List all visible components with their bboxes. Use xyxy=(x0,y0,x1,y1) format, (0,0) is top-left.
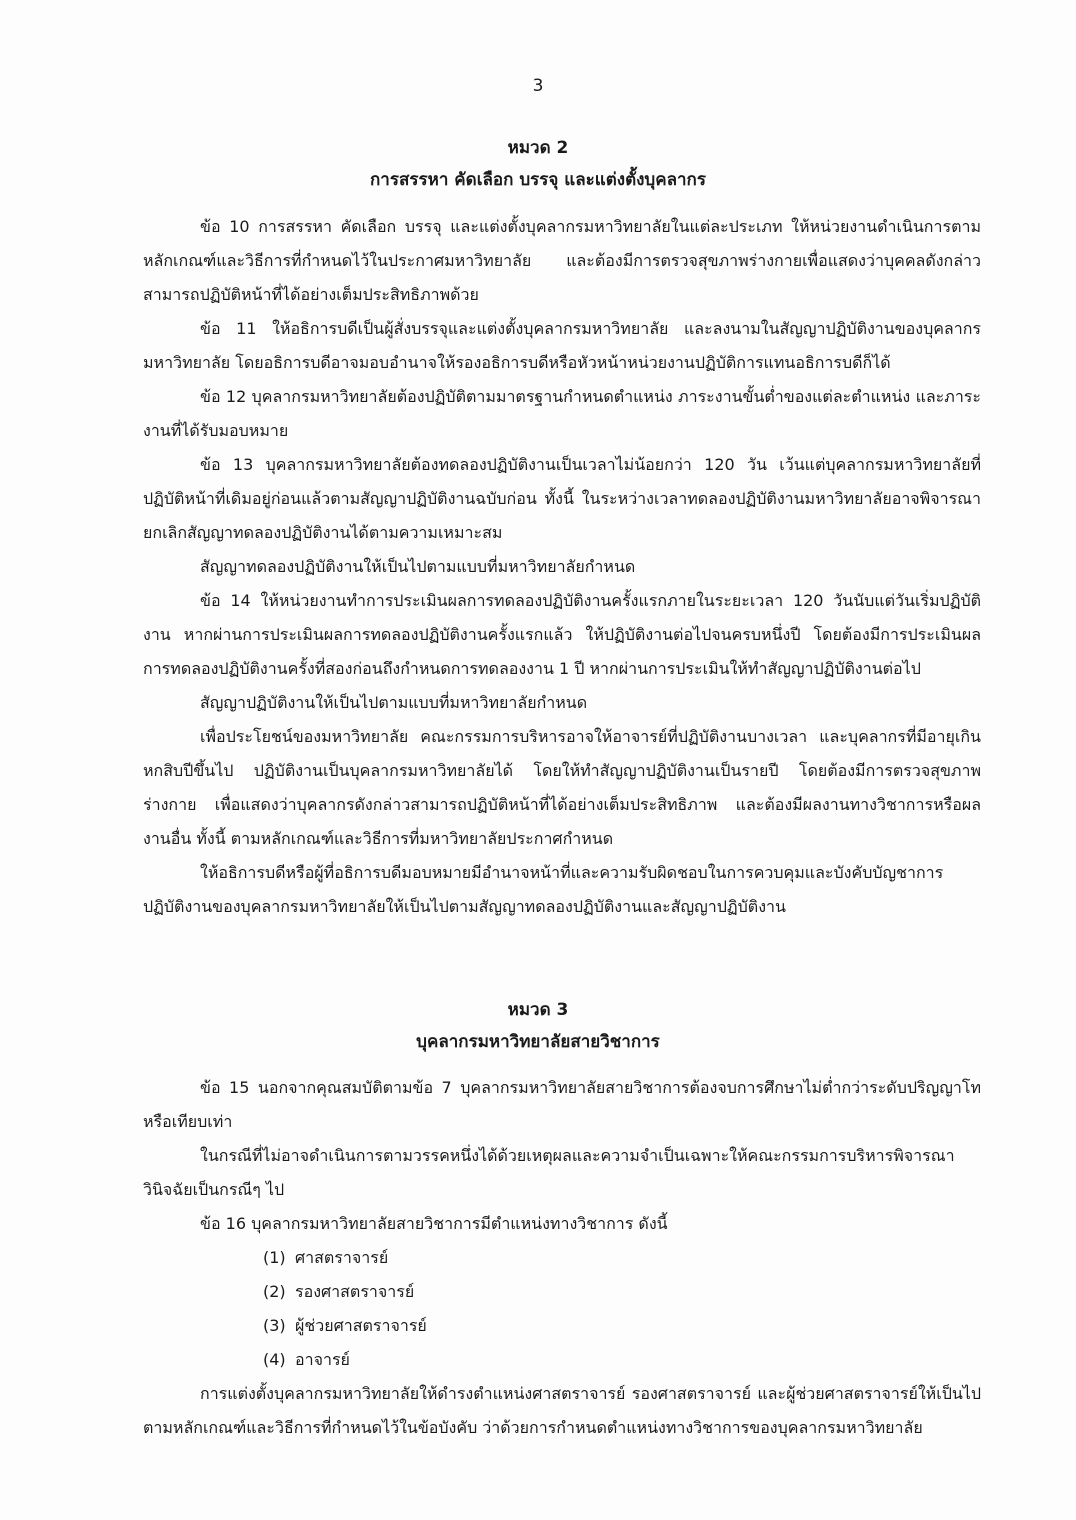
list-number: (2) xyxy=(263,1282,286,1301)
chapter-2-subtitle: การสรรหา คัดเลือก บรรจุ และแต่งตั้งบุคลากร xyxy=(370,170,706,190)
page-number: 3 xyxy=(532,76,544,96)
paragraph-article-16: ข้อ 16 บุคลากรมหาวิทยาลัยสายวิชาการมีตำแหน่งทางวิชาการ ดังนี้ xyxy=(200,1214,668,1233)
list-text: ผู้ช่วยศาสตราจารย์ xyxy=(295,1316,427,1335)
list-text: รองศาสตราจารย์ xyxy=(295,1282,415,1301)
paragraph-article-14: ข้อ 14 ให้หน่วยงานทำการประเมินผลการทดลองปฏิบัติงานครั้งแรกภายในระยะเวลา 120 วันนับแต่วันเริ่มปฏิบัติงาน หากผ่านการประเมินผลการทดลองปฏิบัติงานครั้งแรกแล้ว ให้ปฏิบัติงานต่อไปจนครบหนึ่งปี โดยต้องมีการประเมินผลการทดลองปฏิบัติงานครั้งที่สองก่อนถึงกำหนดการทดลองงาน 1 ปี หากผ่านการประเมินให้ทำสัญญาปฏิบัติงานต่อไป xyxy=(143,591,981,678)
paragraph-article-11: ข้อ 11 ให้อธิการบดีเป็นผู้สั่งบรรจุและแต่งตั้งบุคลากรมหาวิทยาลัย และลงนามในสัญญาปฏิบัติงานของบุคลากรมหาวิทยาลัย โดยอธิการบดีอาจมอบอำนาจให้รองอธิการบดีหรือหัวหน้าหน่วยงานปฏิบัติการแทนอธิการบดีก็ได้ xyxy=(143,319,981,372)
paragraph-appointment: การแต่งตั้งบุคลากรมหาวิทยาลัยให้ดำรงตำแหน่งศาสตราจารย์ รองศาสตราจารย์ และผู้ช่วยศาสตราจารย์ให้เป็นไปตามหลักเกณฑ์และวิธีการที่กำหนดไว้ในข้อบังคับ ว่าด้วยการกำหนดตำแหน่งทางวิชาการของบุคลากรมหาวิทยาลัย xyxy=(143,1384,981,1437)
paragraph-article-10: ข้อ 10 การสรรหา คัดเลือก บรรจุ และแต่งตั้งบุคลากรมหาวิทยาลัยในแต่ละประเภท ให้หน่วยงานดำเนินการตามหลักเกณฑ์และวิธีการที่กำหนดไว้ในประกาศมหาวิทยาลัย และต้องมีการตรวจสุขภาพร่างกายเพื่อแสดงว่าบุคคลดังกล่าวสามารถปฏิบัติหน้าที่ได้อย่างเต็มประสิทธิภาพด้วย xyxy=(143,217,981,304)
paragraph-probation-contract: สัญญาทดลองปฏิบัติงานให้เป็นไปตามแบบที่มหาวิทยาลัยกำหนด xyxy=(200,557,636,576)
list-number: (4) xyxy=(263,1350,286,1369)
list-item-professor xyxy=(143,1241,981,1275)
list-text: อาจารย์ xyxy=(295,1350,350,1369)
list-item-associate-professor xyxy=(143,1275,981,1309)
paragraph-special-case: ในกรณีที่ไม่อาจดำเนินการตามวรรคหนึ่งได้ด้วยเหตุผลและความจำเป็นเฉพาะให้คณะกรรมการบริหารพิจารณาวินิจฉัยเป็นกรณีๆ ไป xyxy=(143,1146,955,1199)
chapter-3-body xyxy=(143,1071,981,1445)
paragraph-part-time-staff: เพื่อประโยชน์ของมหาวิทยาลัย คณะกรรมการบริหารอาจให้อาจารย์ที่ปฏิบัติงานบางเวลา และบุคลากรที่มีอายุเกินหกสิบปีขึ้นไป ปฏิบัติงานเป็นบุคลากรมหาวิทยาลัยได้ โดยให้ทำสัญญาปฏิบัติงานเป็นรายปี โดยต้องมีการตรวจสุขภาพร่างกาย เพื่อแสดงว่าบุคลากรดังกล่าวสามารถปฏิบัติหน้าที่ได้อย่างเต็มประสิทธิภาพ และต้องมีผลงานทางวิชาการหรือผลงานอื่น ทั้งนี้ ตามหลักเกณฑ์และวิธีการที่มหาวิทยาลัยประกาศกำหนด xyxy=(143,727,981,848)
chapter-2-body xyxy=(143,210,981,924)
paragraph-supervision: ให้อธิการบดีหรือผู้ที่อธิการบดีมอบหมายมีอำนาจหน้าที่และความรับผิดชอบในการควบคุมและบังคับบัญชาการปฏิบัติงานของบุคลากรมหาวิทยาลัยให้เป็นไปตามสัญญาทดลองปฏิบัติงานและสัญญาปฏิบัติงาน xyxy=(143,863,944,916)
chapter-3-title: หมวด 3 xyxy=(507,1000,569,1020)
list-item-lecturer xyxy=(143,1343,981,1377)
paragraph-article-15: ข้อ 15 นอกจากคุณสมบัติตามข้อ 7 บุคลากรมหาวิทยาลัยสายวิชาการต้องจบการศึกษาไม่ต่ำกว่าระดับปริญญาโทหรือเทียบเท่า xyxy=(143,1078,981,1131)
list-item-assistant-professor xyxy=(143,1309,981,1343)
paragraph-article-13: ข้อ 13 บุคลากรมหาวิทยาลัยต้องทดลองปฏิบัติงานเป็นเวลาไม่น้อยกว่า 120 วัน เว้นแต่บุคลากรมหาวิทยาลัยที่ปฏิบัติหน้าที่เดิมอยู่ก่อนแล้วตามสัญญาปฏิบัติงานฉบับก่อน ทั้งนี้ ในระหว่างเวลาทดลองปฏิบัติงานมหาวิทยาลัยอาจพิจารณายกเลิกสัญญาทดลองปฏิบัติงานได้ตามความเหมาะสม xyxy=(143,455,981,542)
list-number: (3) xyxy=(263,1316,286,1335)
list-text: ศาสตราจารย์ xyxy=(295,1248,389,1267)
paragraph-work-contract: สัญญาปฏิบัติงานให้เป็นไปตามแบบที่มหาวิทยาลัยกำหนด xyxy=(200,693,588,712)
list-number: (1) xyxy=(263,1248,286,1267)
chapter-2-title: หมวด 2 xyxy=(507,138,569,158)
chapter-3-subtitle: บุคลากรมหาวิทยาลัยสายวิชาการ xyxy=(416,1032,660,1052)
paragraph-article-12: ข้อ 12 บุคลากรมหาวิทยาลัยต้องปฏิบัติตามมาตรฐานกำหนดตำแหน่ง ภาระงานขั้นต่ำของแต่ละตำแหน่ง และภาระงานที่ได้รับมอบหมาย xyxy=(143,387,981,440)
